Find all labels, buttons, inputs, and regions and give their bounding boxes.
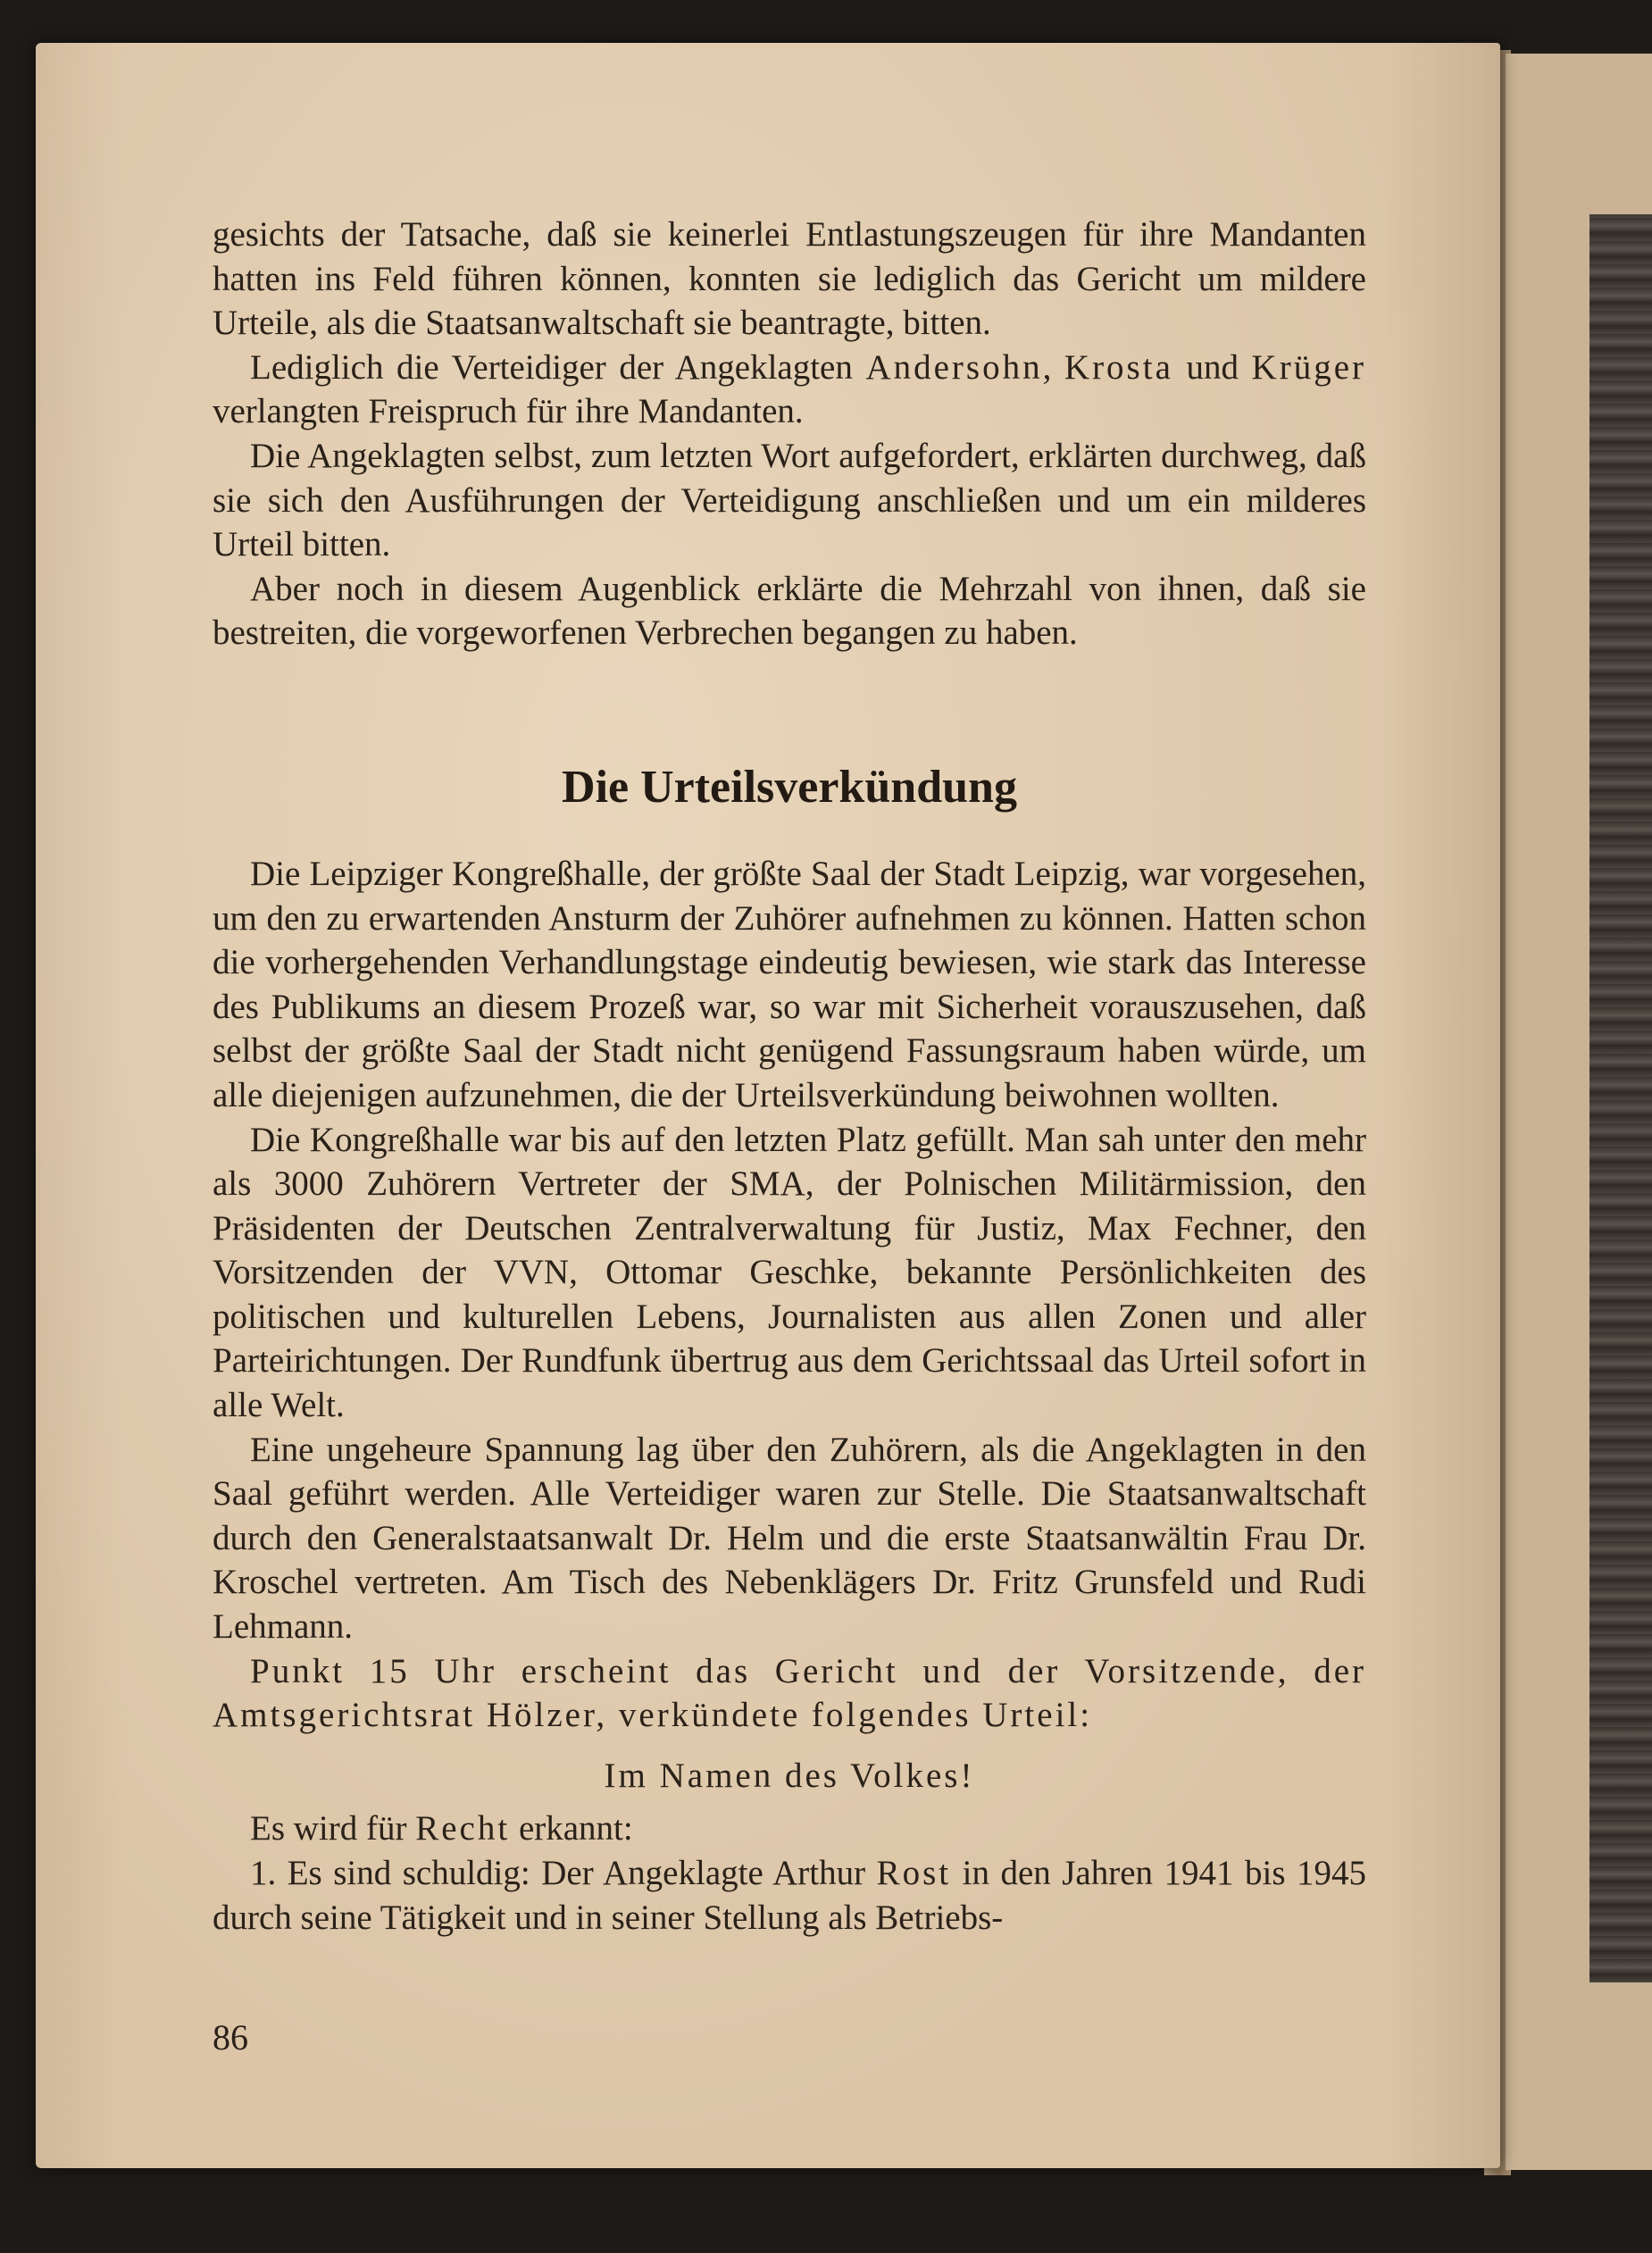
page-number: 86 — [213, 2017, 248, 2057]
section-heading: Die Urteilsverkündung — [562, 761, 1017, 813]
defendant-name-rost: Rost — [876, 1854, 952, 1892]
paragraph-2-text-start: Lediglich die Verteidiger der Angeklagten — [250, 347, 866, 387]
verdict-intro-recht: Recht — [415, 1809, 511, 1848]
verdict-intro — [213, 1807, 1366, 1851]
defendant-name-andersohn: Andersohn — [865, 347, 1043, 387]
facing-page-photo — [1589, 214, 1652, 1982]
paragraph-2 — [213, 346, 1366, 434]
separator-2: und — [1172, 347, 1252, 387]
separator-1: , — [1042, 347, 1064, 387]
paragraph-5: Die Leipziger Kongreßhalle, der größte Saal der Stadt Leipzig, war vorgesehen, um den zu erwartenden Ansturm der Zuhörer aufnehmen zu können. Hatten schon die vorhergehenden Verhandlungstage eindeutig bewiesen, wie stark das Interesse des Publikums an diesem Prozeß war, so war mit Sicherheit vorauszusehen, daß selbst der größte Saal der Stadt nicht genügend Fassungsraum haben würde, um alle diejenigen aufzunehmen, die der Urteilsverkündung beiwohnen wollten. — [213, 854, 1366, 1114]
paragraph-1: gesichts der Tatsache, daß sie keinerlei Entlastungszeugen für ihre Mandanten hatten ins Feld führen können, konnten sie lediglich das Gericht um mildere Urteile, als die Staatsanwaltschaft sie beantragte, bitten. — [213, 215, 1366, 343]
verdict-item-1-start: 1. Es sind schuldig: Der Angeklagte Arthur — [250, 1854, 877, 1892]
verdict-title: Im Namen des Volkes! — [604, 1756, 975, 1795]
verdict-intro-end: erkannt: — [510, 1809, 633, 1848]
paragraph-2-text-end: verlangten Freispruch für ihre Mandanten. — [213, 392, 804, 431]
paragraph-4: Aber noch in diesem Augenblick erklärte die Mehrzahl von ihnen, daß sie bestreiten, die vorgeworfenen Verbrechen begangen zu haben. — [213, 569, 1366, 653]
page-text — [213, 213, 1366, 1940]
paragraph-3: Die Angeklagten selbst, zum letzten Wort aufgefordert, erklärten durchweg, daß sie sich den Ausführungen der Verteidigung anschließen und um ein milderes Urteil bitten. — [213, 436, 1366, 564]
paragraph-7: Eine ungeheure Spannung lag über den Zuhörern, als die Angeklagten in den Saal geführt werden. Alle Verteidiger waren zur Stelle. Die Staatsanwaltschaft durch den Generalstaatsanwalt Dr. Helm und die erste Staatsanwältin Frau Dr. Kroschel vertreten. Am Tisch des Nebenklägers Dr. Fritz Grunsfeld und Rudi Lehmann. — [213, 1430, 1366, 1647]
defendant-name-krueger: Krüger — [1251, 347, 1366, 387]
paragraph-8: Punkt 15 Uhr erscheint das Gericht und der Vorsitzende, der Amtsgerichtsrat Hölzer, verkündete folgendes Urteil: — [213, 1651, 1366, 1735]
verdict-item-1 — [213, 1851, 1366, 1940]
defendant-name-krosta: Krosta — [1064, 347, 1173, 387]
paragraph-6: Die Kongreßhalle war bis auf den letzten Platz gefüllt. Man sah unter den mehr als 3000 Zuhörern Vertreter der SMA, der Polnischen Militärmission, den Präsidenten der Deutschen Zentralverwaltung für Justiz, Max Fechner, den Vorsitzenden der VVN, Ottomar Geschke, bekannte Persönlichkeiten des politischen und kulturellen Lebens, Journalisten aus allen Zonen und aller Parteirichtungen. Der Rundfunk übertrug aus dem Gerichtssaal das Urteil sofort in alle Welt. — [213, 1120, 1366, 1425]
verdict-intro-start: Es wird für — [250, 1809, 416, 1848]
verdict-item-1-end: in den Jahren 1941 bis 1945 durch seine Tätigkeit und in seiner Stellung als Betriebs- — [213, 1854, 1367, 1937]
